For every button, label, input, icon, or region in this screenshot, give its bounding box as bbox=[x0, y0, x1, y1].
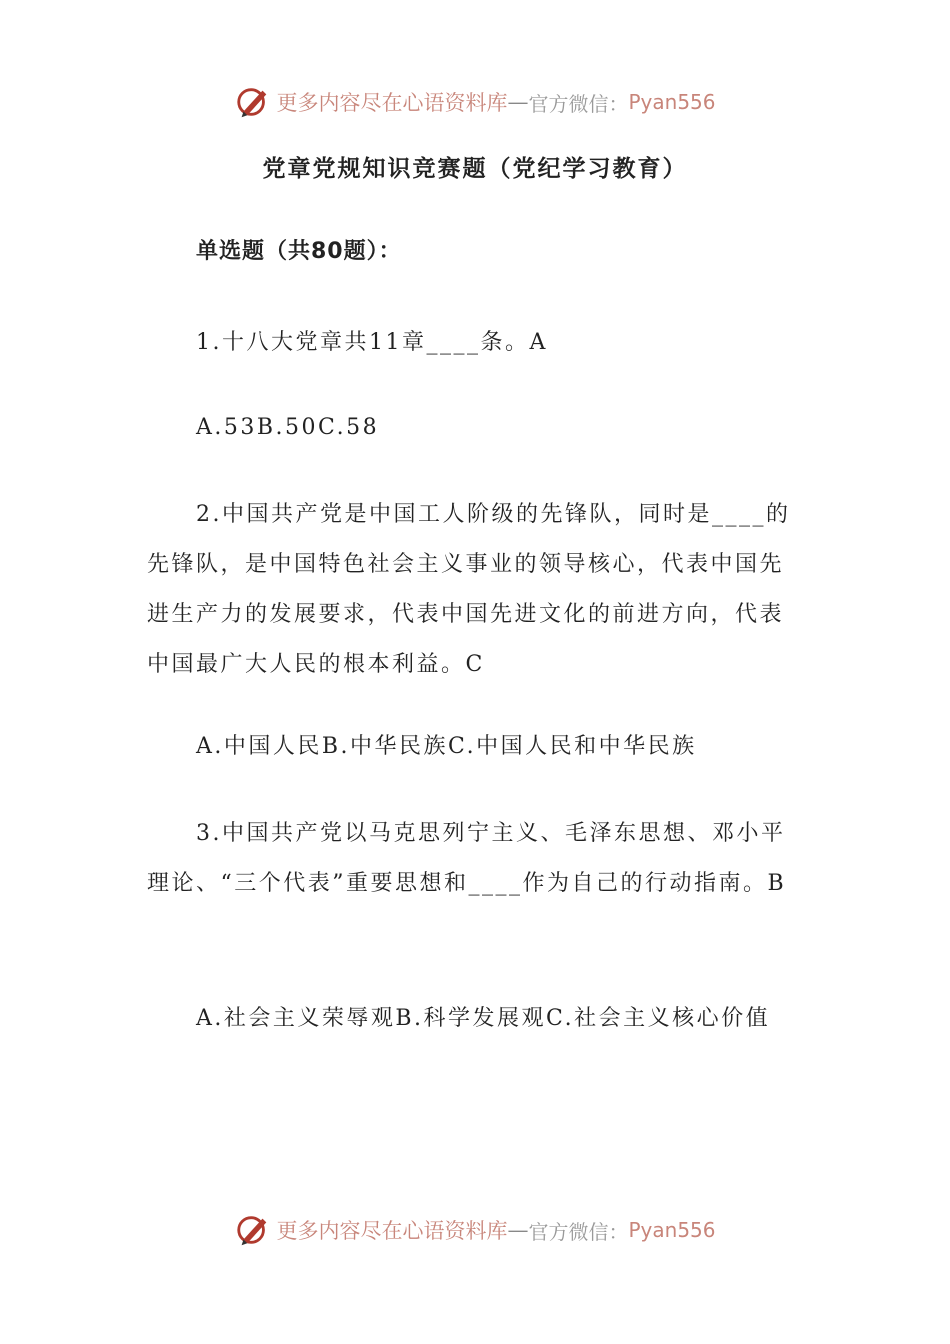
question-2: 2.中国共产党是中国工人阶级的先锋队，同时是____的先锋队，是中国特色社会主义事业的领导核心，代表中国先进生产力的发展要求，代表中国先进文化的前进方向，代表中国最广大人民的根本利益。C bbox=[147, 502, 791, 677]
banner-text: 更多内容尽在心语资料库 bbox=[276, 1219, 508, 1243]
question-3-options: A.社会主义荣辱观B.科学发展观C.社会主义核心价值 bbox=[196, 1006, 771, 1031]
question-1: 1.十八大党章共11章____条。A bbox=[196, 330, 548, 355]
question-3: 3.中国共产党以马克思列宁主义、毛泽东思想、邓小平理论、“三个代表”重要思想和____作为自己的行动指南。B bbox=[147, 821, 787, 896]
question-1-options: A.53B.50C.58 bbox=[196, 415, 380, 440]
question-2-options: A.中国人民B.中华民族C.中国人民和中华民族 bbox=[196, 734, 697, 759]
banner-text: 更多内容尽在心语资料库 bbox=[276, 91, 508, 115]
banner-wechat-id: Pyan556 bbox=[628, 1218, 716, 1242]
banner-separator: — bbox=[507, 90, 529, 114]
banner-separator: — bbox=[507, 1218, 529, 1242]
banner-wechat-label: 官方微信： bbox=[528, 91, 629, 116]
header-banner bbox=[0, 80, 950, 124]
banner-wechat-label: 官方微信： bbox=[528, 1219, 629, 1244]
footer-banner bbox=[0, 1208, 950, 1252]
section-heading: 单选题（共80题）： bbox=[196, 239, 402, 264]
banner-wechat-id: Pyan556 bbox=[628, 90, 716, 114]
pen-logo-icon bbox=[234, 83, 272, 121]
document-title: 党章党规知识竞赛题（党纪学习教育） bbox=[262, 156, 688, 182]
pen-logo-icon bbox=[234, 1211, 272, 1249]
